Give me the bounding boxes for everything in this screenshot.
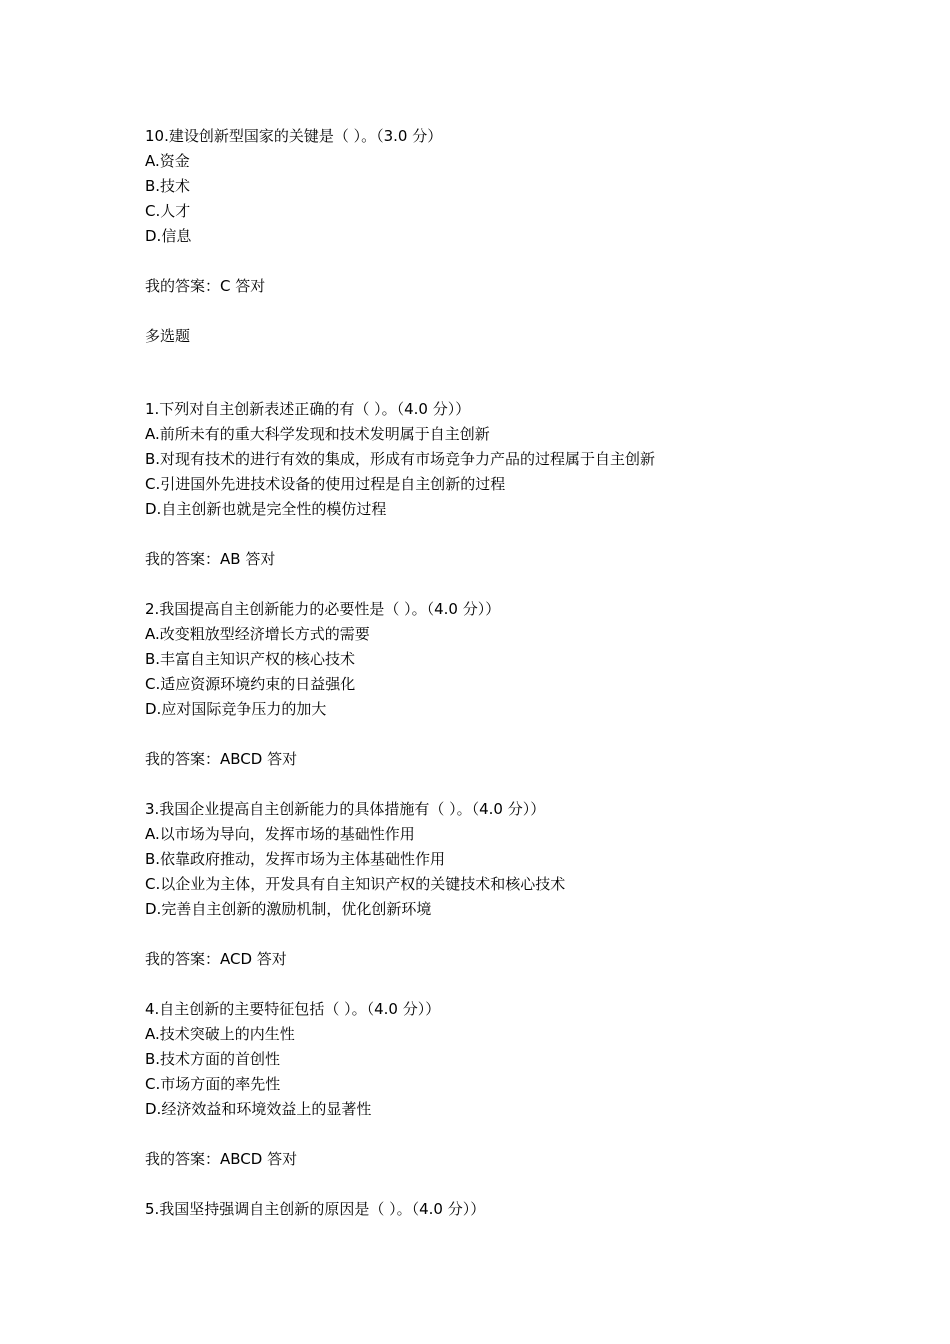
- option-b: B.技术方面的首创性: [145, 1050, 281, 1068]
- question-10: [145, 124, 845, 299]
- option-a: A.以市场为导向，发挥市场的基础性作用: [145, 825, 415, 843]
- option-d: D.应对国际竞争压力的加大: [145, 700, 327, 718]
- question-title: 3.我国企业提高自主创新能力的具体措施有（ ）。（4.0 分））: [145, 800, 546, 818]
- question-title: 4.自主创新的主要特征包括（ ）。（4.0 分））: [145, 1000, 441, 1018]
- option-d: D.自主创新也就是完全性的模仿过程: [145, 500, 387, 518]
- option-d: D.完善自主创新的激励机制，优化创新环境: [145, 900, 432, 918]
- option-a: A.改变粗放型经济增长方式的需要: [145, 625, 370, 643]
- option-c: C.以企业为主体，开发具有自主知识产权的关键技术和核心技术: [145, 875, 566, 893]
- question-5: [145, 1197, 845, 1222]
- my-answer: 我的答案：ABCD 答对: [145, 750, 298, 768]
- option-c: C.引进国外先进技术设备的使用过程是自主创新的过程: [145, 475, 506, 493]
- question-3: [145, 797, 845, 972]
- question-title: 5.我国坚持强调自主创新的原因是（ ）。（4.0 分））: [145, 1200, 486, 1218]
- my-answer: 我的答案：C 答对: [145, 277, 266, 295]
- option-d: D.信息: [145, 227, 192, 245]
- option-c: C.市场方面的率先性: [145, 1075, 281, 1093]
- question-title: 10.建设创新型国家的关键是（ ）。（3.0 分）: [145, 127, 443, 145]
- option-a: A.技术突破上的内生性: [145, 1025, 295, 1043]
- option-c: C.适应资源环境约束的日益强化: [145, 675, 356, 693]
- option-a: A.前所未有的重大科学发现和技术发明属于自主创新: [145, 425, 490, 443]
- document-page: [145, 124, 845, 1222]
- option-b: B.技术: [145, 177, 191, 195]
- my-answer: 我的答案：ACD 答对: [145, 950, 287, 968]
- section-title-multiple-choice: 多选题: [145, 327, 191, 345]
- option-d: D.经济效益和环境效益上的显著性: [145, 1100, 372, 1118]
- question-4: [145, 997, 845, 1172]
- my-answer: 我的答案：AB 答对: [145, 550, 276, 568]
- option-a: A.资金: [145, 152, 190, 170]
- question-2: [145, 597, 845, 772]
- question-title: 1.下列对自主创新表述正确的有（ ）。（4.0 分））: [145, 400, 471, 418]
- option-b: B.丰富自主知识产权的核心技术: [145, 650, 356, 668]
- question-1: [145, 397, 845, 572]
- option-c: C.人才: [145, 202, 191, 220]
- question-title: 2.我国提高自主创新能力的必要性是（ ）。（4.0 分））: [145, 600, 501, 618]
- option-b: B.依靠政府推动，发挥市场为主体基础性作用: [145, 850, 446, 868]
- my-answer: 我的答案：ABCD 答对: [145, 1150, 298, 1168]
- option-b: B.对现有技术的进行有效的集成，形成有市场竞争力产品的过程属于自主创新: [145, 450, 656, 468]
